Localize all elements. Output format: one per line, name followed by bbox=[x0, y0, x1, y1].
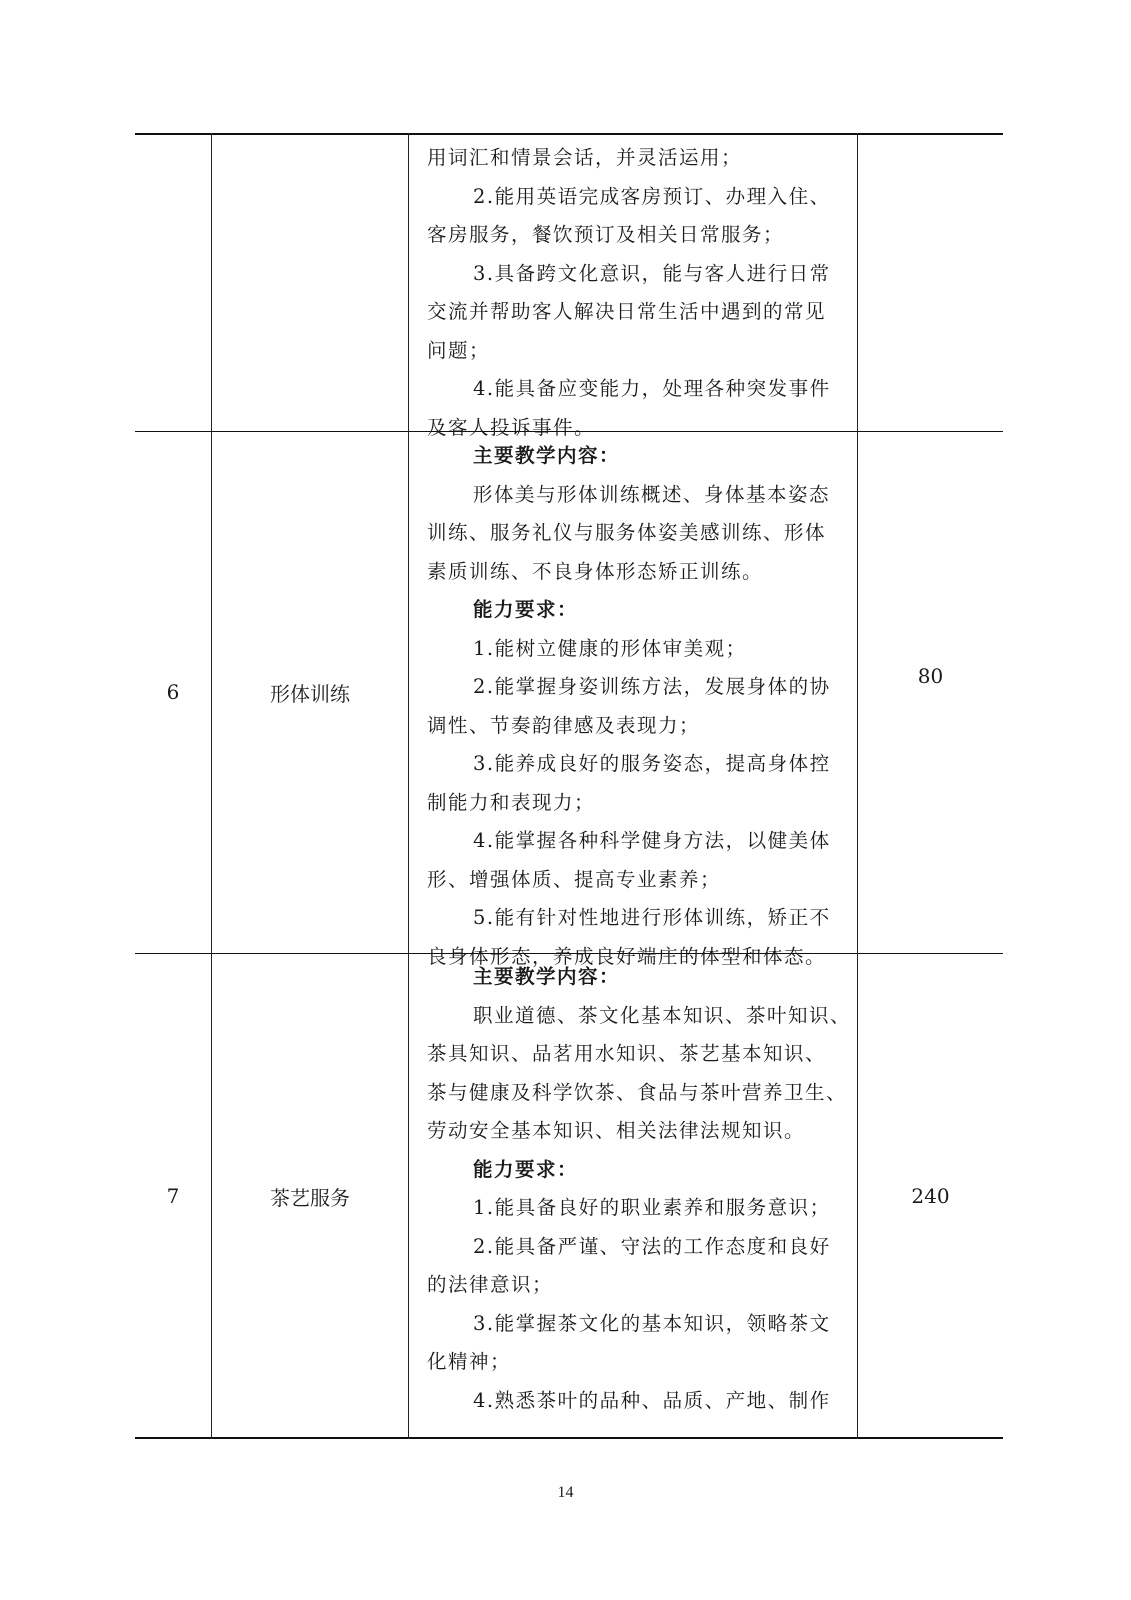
content-line: 调性、节奏韵律感及表现力； bbox=[427, 713, 701, 737]
content-line: 茶与健康及科学饮茶、食品与茶叶营养卫生、 bbox=[427, 1080, 848, 1104]
row-number: 6 bbox=[166, 680, 180, 704]
page-number: 14 bbox=[557, 1484, 574, 1501]
content-line: 训练、服务礼仪与服务体姿美感训练、形体 bbox=[427, 521, 827, 544]
content-line: 3.能养成良好的服务姿态，提高身体控 bbox=[473, 752, 831, 775]
content-line: 1.能具备良好的职业素养和服务意识； bbox=[473, 1196, 831, 1219]
course-name: 茶艺服务 bbox=[270, 1185, 350, 1210]
content-line: 2.能用英语完成客房预订、办理入住、 bbox=[473, 184, 831, 208]
section-heading: 能力要求： bbox=[473, 598, 579, 621]
row-number: 7 bbox=[166, 1184, 180, 1208]
content-line: 交流并帮助客人解决日常生活中遇到的常见 bbox=[427, 300, 827, 323]
content-line: 劳动安全基本知识、相关法律法规知识。 bbox=[427, 1119, 806, 1142]
content-line: 5.能有针对性地进行形体训练，矫正不 bbox=[473, 906, 831, 929]
table-top-rule bbox=[135, 133, 1003, 135]
row-prev-content bbox=[427, 139, 867, 447]
content-line: 问题； bbox=[427, 338, 491, 362]
content-line: 3.能掌握茶文化的基本知识，领略茶文 bbox=[473, 1311, 831, 1335]
row6-content bbox=[427, 437, 867, 976]
content-line: 4.熟悉茶叶的品种、品质、产地、制作 bbox=[473, 1388, 831, 1412]
section-heading: 主要教学内容： bbox=[473, 444, 621, 467]
row7-content bbox=[427, 958, 867, 1420]
course-hours: 80 bbox=[917, 664, 944, 688]
column-divider bbox=[408, 133, 409, 1439]
content-line: 2.能具备严谨、守法的工作态度和良好 bbox=[473, 1234, 831, 1258]
content-line: 形、增强体质、提高专业素养； bbox=[427, 867, 722, 891]
curriculum-table bbox=[135, 133, 1003, 1439]
content-line: 化精神； bbox=[427, 1350, 512, 1373]
content-line: 制能力和表现力； bbox=[427, 790, 596, 814]
content-line: 职业道德、茶文化基本知识、茶叶知识、 bbox=[473, 1003, 852, 1027]
content-line: 1.能树立健康的形体审美观； bbox=[473, 636, 747, 660]
content-line: 良身体形态，养成良好端庄的体型和体态。 bbox=[427, 944, 827, 968]
course-name: 形体训练 bbox=[270, 681, 350, 706]
content-line: 素质训练、不良身体形态矫正训练。 bbox=[427, 559, 764, 583]
content-line: 形体美与形体训练概述、身体基本姿态 bbox=[473, 482, 831, 506]
content-line: 用词汇和情景会话，并灵活运用； bbox=[427, 146, 743, 169]
content-line: 3.具备跨文化意识，能与客人进行日常 bbox=[473, 261, 831, 285]
content-line: 的法律意识； bbox=[427, 1273, 554, 1296]
content-line: 4.能具备应变能力，处理各种突发事件 bbox=[473, 377, 831, 400]
section-heading: 能力要求： bbox=[473, 1157, 579, 1181]
content-line: 客房服务，餐饮预订及相关日常服务； bbox=[427, 223, 785, 246]
content-line: 及客人投诉事件。 bbox=[427, 415, 596, 439]
content-line: 4.能掌握各种科学健身方法，以健美体 bbox=[473, 829, 831, 852]
content-line: 2.能掌握身姿训练方法，发展身体的协 bbox=[473, 675, 831, 698]
content-line: 茶具知识、品茗用水知识、茶艺基本知识、 bbox=[427, 1042, 827, 1065]
course-hours: 240 bbox=[911, 1184, 950, 1208]
section-heading: 主要教学内容： bbox=[473, 965, 621, 988]
